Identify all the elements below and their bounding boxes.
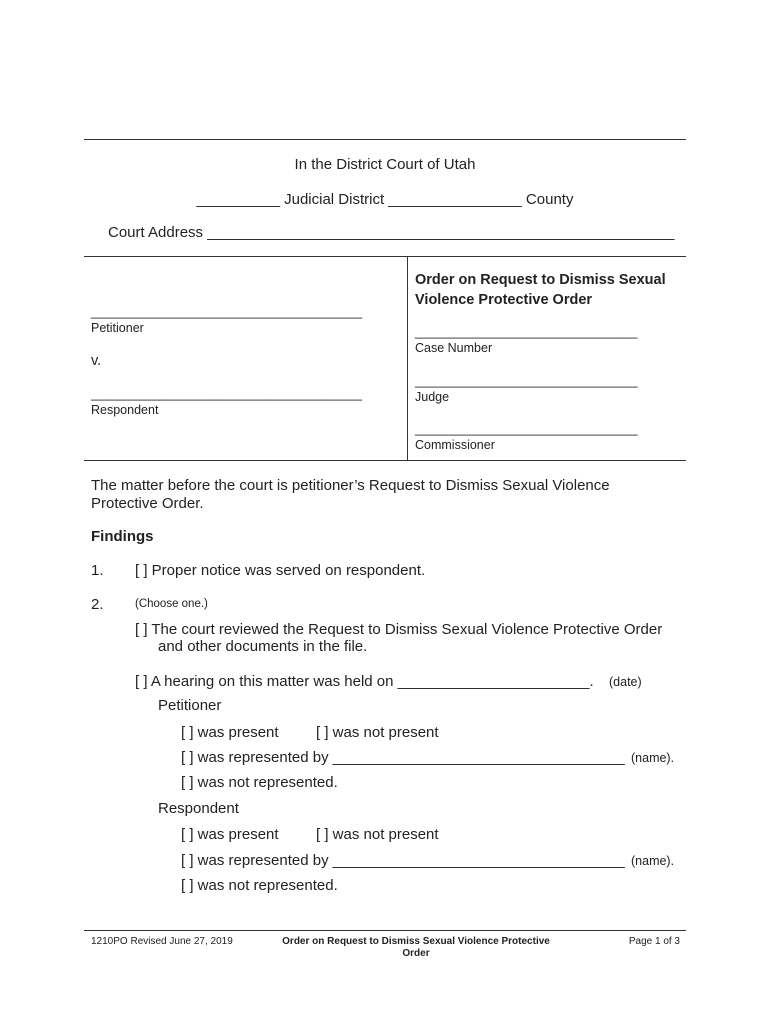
petitioner-not-represented: [ ] was not represented. bbox=[181, 774, 338, 791]
option-reviewed-line1: [ ] The court reviewed the Request to Dismiss Sexual Violence Protective Order bbox=[135, 621, 663, 638]
respondent-was-present: [ ] was present bbox=[181, 826, 279, 843]
respondent-was-not-present: [ ] was not present bbox=[316, 826, 439, 843]
document-title-line1: Order on Request to Dismiss Sexual bbox=[415, 272, 666, 288]
document-title-line2: Violence Protective Order bbox=[415, 292, 593, 308]
footer-title-line2: Order bbox=[402, 948, 430, 959]
court-name: In the District Court of Utah bbox=[294, 156, 476, 173]
court-address-line: Court Address ________________________________________________________ bbox=[108, 224, 675, 241]
option-hearing-date-label: (date) bbox=[609, 675, 642, 689]
petitioner-heading: Petitioner bbox=[158, 697, 222, 714]
intro-line1: The matter before the court is petitioner’s Request to Dismiss Sexual Violence bbox=[91, 477, 610, 494]
petitioner-represented-by: [ ] was represented by ___________________________________ bbox=[181, 749, 625, 766]
commissioner-label: Commissioner bbox=[415, 438, 495, 452]
district-line: __________ Judicial District ________________ County bbox=[196, 191, 574, 208]
petitioner-represented-name-label: (name). bbox=[631, 751, 675, 765]
footer-page-number: Page 1 of 3 bbox=[628, 936, 680, 947]
caption-divider bbox=[407, 256, 408, 460]
intro-line2: Protective Order. bbox=[91, 495, 204, 512]
case-number-label: Case Number bbox=[415, 341, 493, 355]
respondent-represented-name-label: (name). bbox=[631, 854, 675, 868]
findings-heading: Findings bbox=[91, 528, 154, 545]
item2-number: 2. bbox=[91, 596, 104, 613]
respondent-heading: Respondent bbox=[158, 800, 239, 817]
petitioner-label: Petitioner bbox=[91, 321, 144, 335]
item2-choose-note: (Choose one.) bbox=[135, 598, 208, 610]
item1-proper-notice: [ ] Proper notice was served on respondent. bbox=[135, 562, 426, 579]
versus-label: v. bbox=[91, 353, 102, 369]
respondent-represented-by: [ ] was represented by ___________________________________ bbox=[181, 852, 625, 869]
judge-label: Judge bbox=[415, 390, 450, 404]
respondent-name-line: _______________________________________ bbox=[91, 387, 363, 401]
item1-number: 1. bbox=[91, 562, 104, 579]
respondent-not-represented: [ ] was not represented. bbox=[181, 877, 338, 894]
case-number-line: ________________________________ bbox=[415, 325, 638, 339]
respondent-label: Respondent bbox=[91, 403, 159, 417]
commissioner-line: ________________________________ bbox=[415, 422, 638, 436]
petitioner-was-not-present: [ ] was not present bbox=[316, 724, 439, 741]
judge-line: ________________________________ bbox=[415, 374, 638, 388]
petitioner-name-line: _______________________________________ bbox=[91, 305, 363, 319]
caption-bottom-rule bbox=[84, 460, 686, 461]
footer-form-id: 1210PO Revised June 27, 2019 bbox=[91, 936, 233, 947]
option-hearing: [ ] A hearing on this matter was held on _______________________. bbox=[135, 673, 594, 690]
option-reviewed-line2: and other documents in the file. bbox=[158, 638, 368, 655]
petitioner-was-present: [ ] was present bbox=[181, 724, 279, 741]
top-rule bbox=[84, 139, 686, 140]
footer-title-line1: Order on Request to Dismiss Sexual Violence Protective bbox=[282, 936, 550, 947]
caption-top-rule bbox=[84, 256, 686, 257]
footer-rule bbox=[84, 930, 686, 931]
